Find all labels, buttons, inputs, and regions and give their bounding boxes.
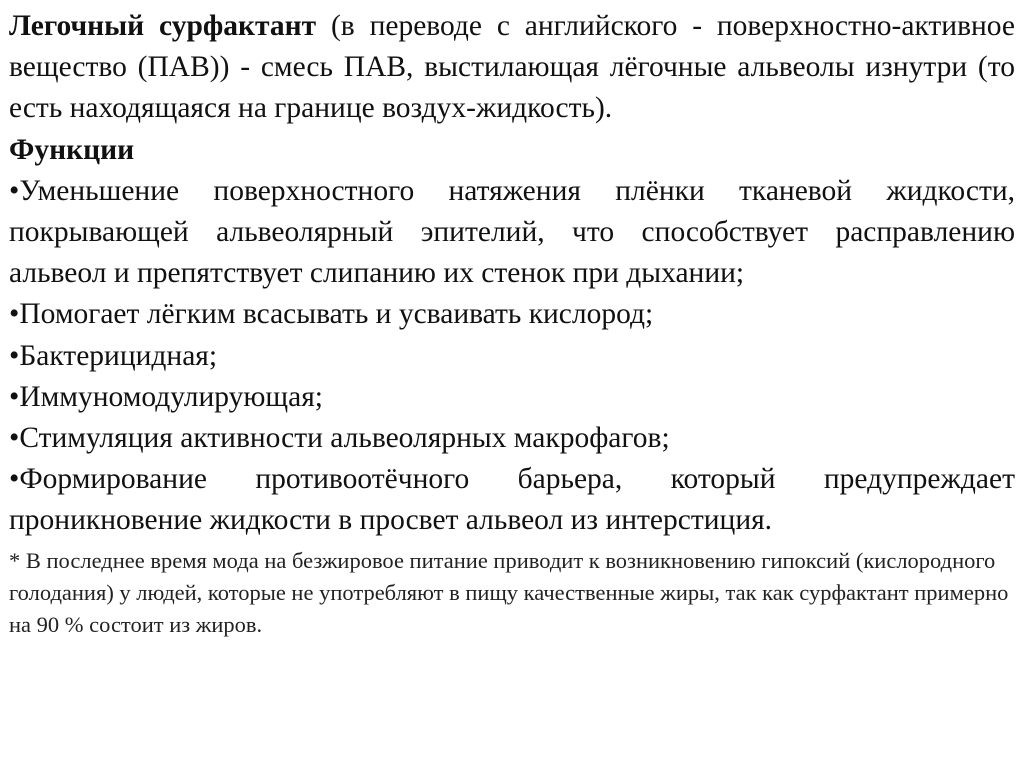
intro-paragraph bbox=[9, 6, 1015, 130]
slide-content bbox=[9, 6, 1015, 641]
function-item-5: •Стимуляция активности альвеолярных макрофагов; bbox=[9, 422, 670, 455]
function-item-2: •Помогает лёгким всасывать и усваивать кислород; bbox=[9, 298, 654, 331]
function-item-1: •Уменьшение поверхностного натяжения плёнки тканевой жидкости, покрывающей альвеолярный эпителий, что способствует расправлению альвеол и препятствует слипанию их стенок при дыхании; bbox=[9, 174, 1015, 290]
function-item-3: •Бактерицидная; bbox=[9, 339, 218, 372]
function-item-4: •Иммуномодулирующая; bbox=[9, 380, 323, 413]
function-item-6: •Формирование противоотёчного барьера, который предупреждает проникновение жидкости в просвет альвеол из интерстиция. bbox=[9, 463, 1015, 537]
intro-term: Легочный сурфактант bbox=[9, 10, 317, 42]
functions-heading: Функции bbox=[9, 133, 135, 166]
footnote: * В последнее время мода на безжировое питание приводит к возникновению гипоксий (кислородного голодания) у людей, которые не употребляют в пищу качественные жиры, так как сурфактант примерно на 90 % состоит из жиров. bbox=[9, 547, 1009, 637]
intro-text: (в переводе с английского - поверхностно-активное вещество (ПАВ)) - смесь ПАВ, выстилающая лёгочные альвеолы изнутри (то есть находящаяся на границе воздух-жидкость). bbox=[9, 10, 1015, 125]
main-text bbox=[9, 6, 1015, 542]
